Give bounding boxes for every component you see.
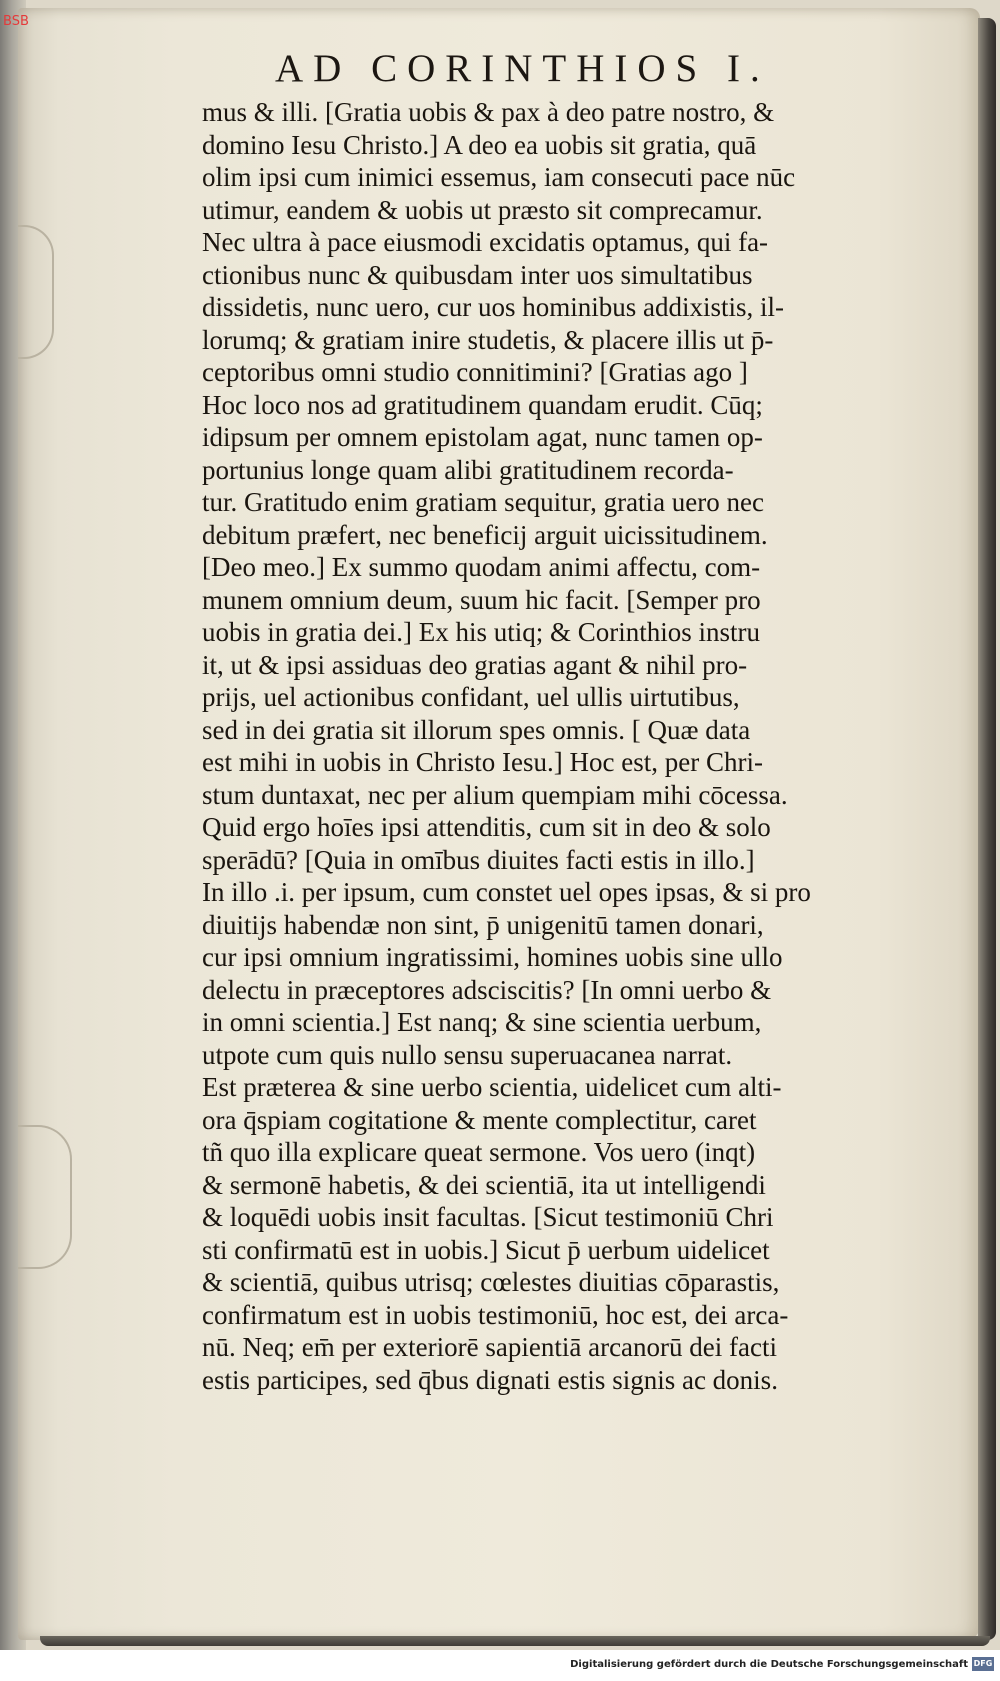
text-line: idipsum per omnem epistolam agat, nunc tamen op- [202, 422, 763, 452]
text-line: portunius longe quam alibi gratitudinem recorda- [202, 454, 734, 485]
text-line: cur ipsi omnium ingratissimi, homines uobis sine ullo [202, 942, 783, 972]
text-line: sti confirmatū est in uobis.] Sicut p̄ uerbum uidelicet [202, 1234, 770, 1265]
footer-bar [0, 1650, 1000, 1681]
text-line: prijs, uel actionibus confidant, uel ullis uirtutibus, [202, 682, 740, 712]
text-line: & scientiā, quibus utrisq; cœlestes diuitias cōparastis, [202, 1267, 780, 1297]
text-line: estis participes, sed q̄bus dignati estis signis ac donis. [202, 1364, 778, 1395]
text-line: & loquēdi uobis insit facultas. [Sicut testimoniū Chri [202, 1202, 774, 1232]
text-line: Nec ultra à pace eiusmodi excidatis optamus, qui fa- [202, 227, 769, 257]
text-line: dissidetis, nunc uero, cur uos hominibus addixistis, il- [202, 292, 784, 322]
text-line: stum duntaxat, nec per alium quempiam mihi cōcessa. [202, 779, 788, 810]
body-text [202, 96, 922, 1396]
text-line: ctionibus nunc & quibusdam inter uos simultatibus [202, 259, 753, 290]
text-line: Est præterea & sine uerbo scientia, uidelicet cum alti- [202, 1072, 782, 1102]
text-line: domino Iesu Christo.] A deo ea uobis sit gratia, quā [202, 129, 757, 160]
text-line: sed in dei gratia sit illorum spes omnis. [ Quæ data [202, 714, 751, 745]
text-line: utpote cum quis nullo sensu superuacanea narrat. [202, 1039, 733, 1070]
page-edge [978, 18, 996, 1640]
text-line: Quid ergo hoīes ipsi attenditis, cum sit in deo & solo [202, 812, 771, 842]
text-line: Hoc loco nos ad gratitudinem quandam erudit. Cūq; [202, 389, 763, 420]
text-line: In illo .i. per ipsum, cum constet uel opes ipsas, & si pro [202, 877, 811, 907]
text-line: olim ipsi cum inimici essemus, iam consecuti pace nūc [202, 162, 796, 192]
text-line: nū. Neq; em̄ per exteriorē sapientiā arcanorū dei facti [202, 1332, 777, 1362]
text-line: & sermonē habetis, & dei scientiā, ita ut intelligendi [202, 1169, 766, 1200]
text-line: utimur, eandem & uobis ut præsto sit comprecamur. [202, 194, 763, 225]
binding-clip-bottom [18, 1125, 72, 1269]
text-line: ora q̄spiam cogitatione & mente complectitur, caret [202, 1104, 757, 1135]
page-bottom-edge [40, 1636, 990, 1646]
text-line: sperādū? [Quia in omībus diuites facti estis in illo.] [202, 844, 755, 875]
text-line: ceptoribus omni studio connitimini? [Gratias ago ] [202, 357, 748, 387]
text-line: in omni scientia.] Est nanq; & sine scientia uerbum, [202, 1007, 762, 1037]
text-line: est mihi in uobis in Christo Iesu.] Hoc est, per Chri- [202, 747, 763, 777]
text-line: diuitijs habendæ non sint, p̄ unigenitū tamen donari, [202, 909, 764, 940]
text-line: uobis in gratia dei.] Ex his utiq; & Corinthios instru [202, 617, 760, 647]
text-line: mus & illi. [Gratia uobis & pax à deo patre nostro, & [202, 97, 775, 127]
text-line: lorumq; & gratiam inire studetis, & placere illis ut p̄- [202, 324, 774, 355]
text-line: tñ quo illa explicare queat sermone. Vos uero (inqt) [202, 1137, 756, 1167]
text-line: it, ut & ipsi assiduas deo gratias agant & nihil pro- [202, 649, 748, 680]
text-line: tur. Gratitudo enim gratiam sequitur, gratia uero nec [202, 487, 764, 517]
text-line: munem omnium deum, suum hic facit. [Semper pro [202, 584, 761, 615]
text-line: confirmatum est in uobis testimoniū, hoc est, dei arca- [202, 1299, 789, 1330]
running-head: AD CORINTHIOS I. [275, 47, 770, 90]
text-line: [Deo meo.] Ex summo quodam animi affectu, com- [202, 552, 761, 582]
library-mark: BSB [3, 14, 29, 29]
dfg-logo: DFG [972, 1657, 994, 1671]
funding-credit: Digitalisierung gefördert durch die Deutsche Forschungsgemeinschaft [570, 1659, 968, 1670]
binding-clip-top [18, 225, 54, 359]
text-line: debitum præfert, nec beneficij arguit uicissitudinem. [202, 519, 768, 550]
text-line: delectu in præceptores adsciscitis? [In omni uerbo & [202, 974, 772, 1005]
